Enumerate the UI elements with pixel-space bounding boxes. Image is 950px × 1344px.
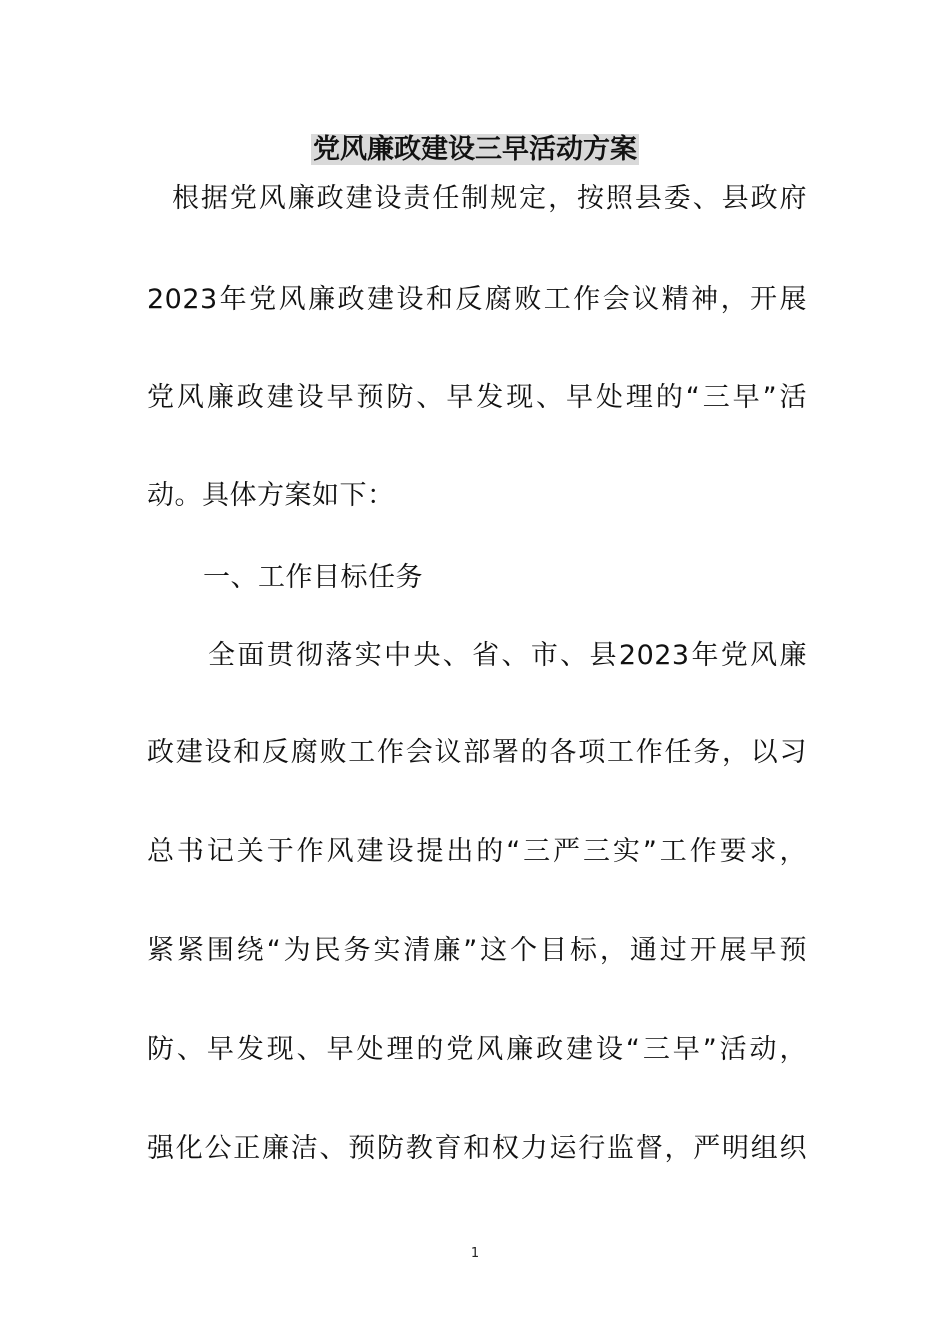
paragraph-line: 防、早发现、早处理的党风廉政建设“三早”活动， [147,1034,807,1065]
paragraph-line: 政建设和反腐败工作会议部署的各项工作任务，以习 [147,737,807,768]
paragraph-line: 根据党风廉政建设责任制规定，按照县委、县政府 [172,183,807,214]
page-number: 1 [470,1246,480,1261]
paragraph-line: 2023年党风廉政建设和反腐败工作会议精神，开展 [147,284,807,315]
paragraph-line: 强化公正廉洁、预防教育和权力运行监督，严明组织 [147,1133,807,1164]
paragraph-line: 党风廉政建设早预防、早发现、早处理的“三早”活 [147,382,807,413]
document-title [0,132,950,168]
paragraph-line: 动。具体方案如下： [147,480,395,511]
paragraph-line: 总书记关于作风建设提出的“三严三实”工作要求， [147,836,807,867]
section-heading: 一、工作目标任务 [203,562,423,593]
paragraph-line: 紧紧围绕“为民务实清廉”这个目标，通过开展早预 [147,935,807,966]
paragraph-line: 全面贯彻落实中央、省、市、县2023年党风廉 [208,640,807,671]
document-title-text: 党风廉政建设三早活动方案 [313,134,637,165]
